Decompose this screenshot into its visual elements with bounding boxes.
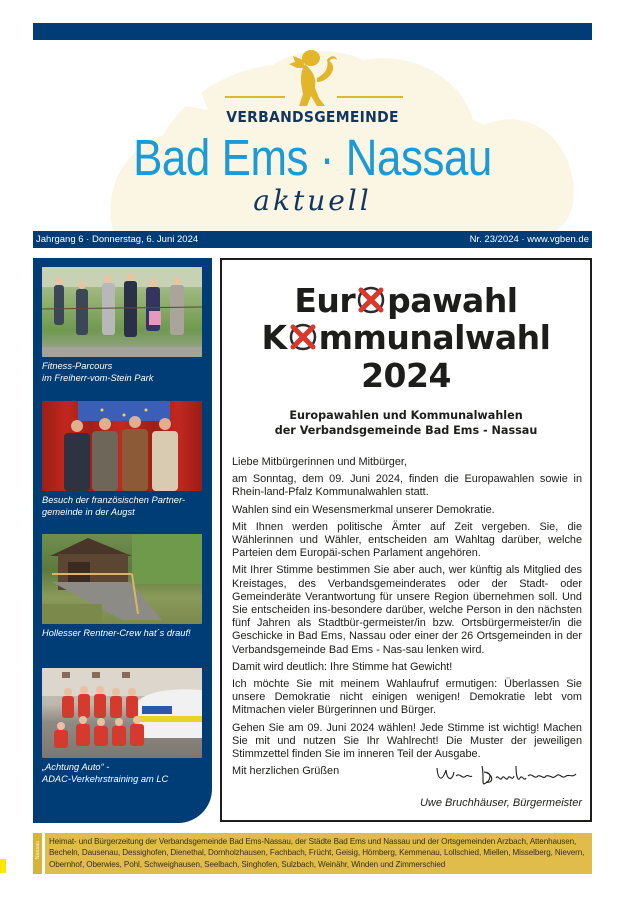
headline-year: 2024 <box>361 356 451 395</box>
top-navy-bar <box>33 23 592 40</box>
headline-text: K <box>261 318 287 357</box>
headline-europawahl <box>222 282 590 320</box>
article-paragraph: Liebe Mitbürgerinnen und Mitbürger, <box>232 456 407 468</box>
article-paragraph: am Sonntag, dem 09. Juni 2024, finden die Europawahlen sowie in Rhein-land-Pfalz Kommunalwahlen statt. <box>232 473 582 499</box>
ballot-cross-icon <box>356 285 386 315</box>
group-ribbon-cutting-photo[interactable] <box>42 267 202 357</box>
children-police-car-icon <box>42 668 202 758</box>
issue-info-bar <box>33 231 592 248</box>
footer-tag <box>33 833 42 874</box>
footer-description: Heimat- und Bürgerzeitung der Verbandsgemeinde Bad Ems-Nassau, der Städte Bad Ems und Nassau und der Ortsgemeinden Arzbach, Attenhausen, Becheln, Dausenau, Dessighofen, Dienethal, Dornholzhausen, Fachbach, Frücht, Geisig, Hömberg, Kemmenau, Lollschied, Miellen, Misselberg, Nievern, Obernhof, Oberwies, Pohl, Schweighausen, Seelbach, Singhofen, Sulzbach, Weinähr, Winden und Zimmerschied <box>45 833 592 874</box>
masthead <box>33 40 592 231</box>
issue-date: Jahrgang 6 · Donnerstag, 6. Juni 2024 <box>36 234 199 245</box>
article-paragraph: Gehen Sie am 09. Juni 2024 wählen! Jede Stimme ist wichtig! Machen Sie mit und nutzen Sie Ihr Wahlrecht! Die Muster der jeweiligen Stimmzettel finden Sie im inneren Teil der Ausgabe. <box>232 721 582 761</box>
article-paragraph: Ich möchte Sie mit meinem Wahlaufruf ermutigen: Überlassen Sie unsere Demokratie nicht einigen wenigen! Demokratie lebt vom Mitmachen vieler Bürgerinnen und Bürger. <box>232 678 582 717</box>
headline-text: mmunalwahl <box>318 318 551 357</box>
page-edge-marker <box>0 859 6 873</box>
teaser-caption[interactable]: Hollesser Rentner-Crew hat´s drauf! <box>42 628 191 638</box>
people-silhouettes-icon <box>42 267 202 357</box>
sidebar-teasers <box>33 258 212 823</box>
article-paragraph: Wahlen sind ein Wesensmerkmal unserer Demokratie. <box>232 503 495 516</box>
article-subtitle: Europawahlen und Kommunalwahlen der Verbandsgemeinde Bad Ems - Nassau <box>274 409 538 437</box>
headline-kommunalwahl <box>222 319 590 357</box>
article-paragraph: Mit Ihnen werden politische Ämter auf Zeit vergeben. Sie, die Wählerinnen und Wähler, entscheiden am Wahltag darüber, welche Parteien dem Europäi-schen Parlament angehören. <box>232 520 582 560</box>
issue-number-website[interactable]: Nr. 23/2024 · www.vgben.de <box>469 234 589 245</box>
logo-rule-right <box>337 96 403 98</box>
people-silhouettes-icon <box>42 401 202 491</box>
teaser-item[interactable] <box>42 668 202 785</box>
four-men-red-curtain-photo[interactable] <box>42 401 202 491</box>
headline-text: pawahl <box>387 281 518 320</box>
masthead-subtitle: aktuell <box>253 184 372 217</box>
teaser-item[interactable] <box>42 401 202 518</box>
teaser-caption[interactable]: Besuch der französischen Partner- gemeinde in der Augst <box>42 495 185 517</box>
wooden-hut-ramp-photo[interactable] <box>42 534 202 624</box>
article-paragraph: Mit herzlichen Grüßen <box>232 765 340 778</box>
logo-rule-left <box>225 96 285 98</box>
footer-banner <box>33 833 592 874</box>
hut-ramp-icon <box>42 534 202 624</box>
footer-tag-label: Nassau <box>35 840 41 860</box>
teaser-caption[interactable]: Fitness-Parcours im Freiherr-vom-Stein Park <box>42 361 154 383</box>
teaser-item[interactable] <box>42 267 202 384</box>
children-police-car-photo[interactable] <box>42 668 202 758</box>
headline-text: Eur <box>294 281 356 320</box>
article-body <box>232 456 582 782</box>
ballot-cross-icon <box>288 322 318 352</box>
article-paragraph: Damit wird deutlich: Ihre Stimme hat Gewicht! <box>232 660 453 673</box>
teaser-item[interactable] <box>42 534 202 640</box>
signer-name: Uwe Bruchhäuser, Bürgermeister <box>419 797 582 809</box>
article-paragraph: Mit Ihrer Stimme bestimmen Sie aber auch, wer künftig als Mitglied des Kreistages, des Verbandsgemeinderates oder der Stadt- oder Gemeinderäte Verantwortung für unsere Region übernehmen soll. Und Sie entscheiden ins-besondere darüber, welche Person in den nächsten fünf Jahren als Stadtbür-germeister/in bzw. Ortsbürgermeister/in die Geschicke in Bad Ems, Nassau oder einer der 26 Ortsgemeinden in der Verbandsgemeinde Bad Ems - Nas-sau lenken wird. <box>232 564 582 656</box>
teaser-caption[interactable]: „Achtung Auto“ - ADAC-Verkehrstraining am LC <box>42 762 169 784</box>
lion-crest-icon <box>281 48 345 110</box>
election-article <box>220 258 592 822</box>
org-label: VERBANDSGEMEINDE <box>226 108 399 126</box>
masthead-title: Bad Ems · Nassau <box>133 129 492 186</box>
handwritten-signature-icon <box>432 760 582 790</box>
